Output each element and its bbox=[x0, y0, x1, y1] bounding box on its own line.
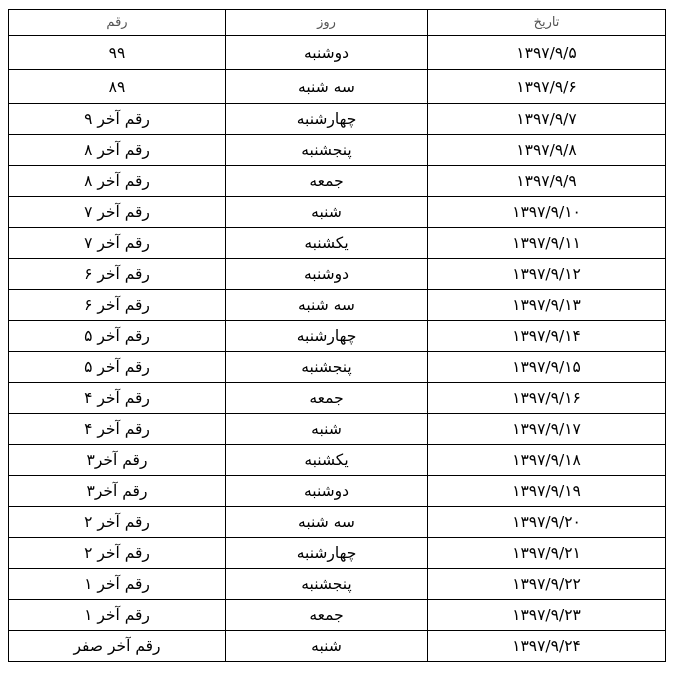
table-row bbox=[9, 259, 666, 290]
date-cell: ۱۳۹۷/۹/۱۵ bbox=[428, 352, 666, 383]
number-cell: ۹۹ bbox=[9, 36, 226, 70]
day-cell: جمعه bbox=[226, 166, 428, 197]
day-cell: یکشنبه bbox=[226, 228, 428, 259]
day-cell: چهارشنبه bbox=[226, 321, 428, 352]
date-cell: ۱۳۹۷/۹/۱۸ bbox=[428, 445, 666, 476]
day-cell: دوشنبه bbox=[226, 259, 428, 290]
number-cell: رقم آخر ۵ bbox=[9, 321, 226, 352]
table-body bbox=[9, 36, 666, 662]
table-row bbox=[9, 569, 666, 600]
number-cell: رقم آخر ۹ bbox=[9, 104, 226, 135]
date-cell: ۱۳۹۷/۹/۸ bbox=[428, 135, 666, 166]
day-cell: چهارشنبه bbox=[226, 538, 428, 569]
day-cell: سه شنبه bbox=[226, 290, 428, 321]
table-row bbox=[9, 414, 666, 445]
date-cell: ۱۳۹۷/۹/۱۱ bbox=[428, 228, 666, 259]
number-cell: رقم آخر صفر bbox=[9, 631, 226, 662]
table-header-row bbox=[9, 10, 666, 36]
day-cell: سه شنبه bbox=[226, 70, 428, 104]
date-cell: ۱۳۹۷/۹/۱۹ bbox=[428, 476, 666, 507]
number-cell: رقم آخر ۴ bbox=[9, 383, 226, 414]
number-cell: رقم آخر۳ bbox=[9, 476, 226, 507]
date-cell: ۱۳۹۷/۹/۵ bbox=[428, 36, 666, 70]
table-row bbox=[9, 445, 666, 476]
date-cell: ۱۳۹۷/۹/۶ bbox=[428, 70, 666, 104]
day-cell: جمعه bbox=[226, 383, 428, 414]
day-cell: پنجشنبه bbox=[226, 569, 428, 600]
table-row bbox=[9, 631, 666, 662]
table-row bbox=[9, 321, 666, 352]
number-cell: رقم آخر ۲ bbox=[9, 538, 226, 569]
day-cell: دوشنبه bbox=[226, 36, 428, 70]
number-cell: رقم آخر ۸ bbox=[9, 166, 226, 197]
date-cell: ۱۳۹۷/۹/۲۱ bbox=[428, 538, 666, 569]
number-cell: رقم آخر۳ bbox=[9, 445, 226, 476]
table-row bbox=[9, 228, 666, 259]
number-cell: رقم آخر ۴ bbox=[9, 414, 226, 445]
table-row bbox=[9, 352, 666, 383]
day-cell: یکشنبه bbox=[226, 445, 428, 476]
date-cell: ۱۳۹۷/۹/۹ bbox=[428, 166, 666, 197]
number-cell: رقم آخر ۷ bbox=[9, 228, 226, 259]
number-cell: رقم آخر ۵ bbox=[9, 352, 226, 383]
number-cell: ۸۹ bbox=[9, 70, 226, 104]
day-cell: جمعه bbox=[226, 600, 428, 631]
date-cell: ۱۳۹۷/۹/۱۰ bbox=[428, 197, 666, 228]
day-cell: شنبه bbox=[226, 414, 428, 445]
column-header-day: روز bbox=[226, 10, 428, 36]
table-row bbox=[9, 538, 666, 569]
table-row bbox=[9, 104, 666, 135]
table-row bbox=[9, 166, 666, 197]
column-header-date: تاریخ bbox=[428, 10, 666, 36]
day-cell: شنبه bbox=[226, 197, 428, 228]
date-cell: ۱۳۹۷/۹/۲۰ bbox=[428, 507, 666, 538]
day-cell: شنبه bbox=[226, 631, 428, 662]
table-row bbox=[9, 70, 666, 104]
day-cell: پنجشنبه bbox=[226, 135, 428, 166]
day-cell: پنجشنبه bbox=[226, 352, 428, 383]
table-row bbox=[9, 135, 666, 166]
date-cell: ۱۳۹۷/۹/۱۷ bbox=[428, 414, 666, 445]
table-row bbox=[9, 290, 666, 321]
day-cell: سه شنبه bbox=[226, 507, 428, 538]
number-cell: رقم آخر ۷ bbox=[9, 197, 226, 228]
schedule-table-container bbox=[8, 9, 665, 662]
date-cell: ۱۳۹۷/۹/۱۳ bbox=[428, 290, 666, 321]
table-row bbox=[9, 476, 666, 507]
number-cell: رقم آخر ۲ bbox=[9, 507, 226, 538]
day-cell: چهارشنبه bbox=[226, 104, 428, 135]
number-cell: رقم آخر ۶ bbox=[9, 290, 226, 321]
table-row bbox=[9, 507, 666, 538]
table-row bbox=[9, 197, 666, 228]
day-cell: دوشنبه bbox=[226, 476, 428, 507]
date-cell: ۱۳۹۷/۹/۱۶ bbox=[428, 383, 666, 414]
number-cell: رقم آخر ۱ bbox=[9, 600, 226, 631]
number-cell: رقم آخر ۶ bbox=[9, 259, 226, 290]
table-row bbox=[9, 600, 666, 631]
date-cell: ۱۳۹۷/۹/۲۳ bbox=[428, 600, 666, 631]
number-cell: رقم آخر ۱ bbox=[9, 569, 226, 600]
table-row bbox=[9, 36, 666, 70]
date-cell: ۱۳۹۷/۹/۱۴ bbox=[428, 321, 666, 352]
date-cell: ۱۳۹۷/۹/۲۴ bbox=[428, 631, 666, 662]
number-cell: رقم آخر ۸ bbox=[9, 135, 226, 166]
date-cell: ۱۳۹۷/۹/۱۲ bbox=[428, 259, 666, 290]
date-cell: ۱۳۹۷/۹/۷ bbox=[428, 104, 666, 135]
date-cell: ۱۳۹۷/۹/۲۲ bbox=[428, 569, 666, 600]
schedule-table bbox=[8, 9, 666, 662]
column-header-number: رقم bbox=[9, 10, 226, 36]
table-row bbox=[9, 383, 666, 414]
